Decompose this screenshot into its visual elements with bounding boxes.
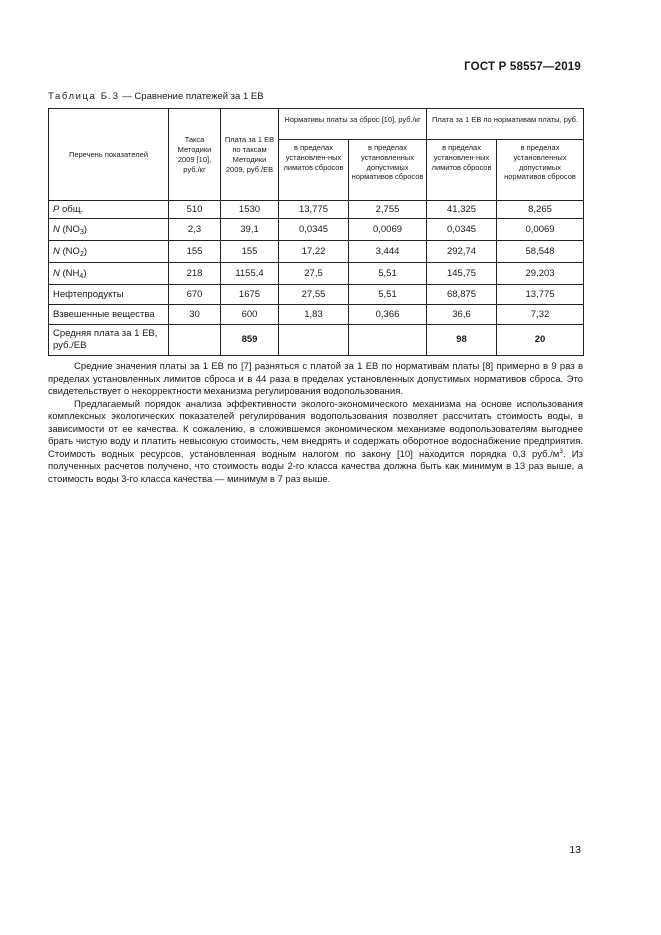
row-name-text: (NO [59, 245, 80, 257]
cell-norm-limits: 27,5 [279, 263, 349, 285]
table-caption-text: — Сравнение платежей за 1 ЕВ [119, 91, 264, 102]
paragraph-1: Средние значения платы за 1 ЕВ по [7] разняться с платой за 1 ЕВ по нормативам платы [8] примерно в 9 раз в пределах установленных лимитов сброса и в 44 раза в пределах установленных допустимых нормативов сброса. Это свидетельствует о некорректности механизма регулирования водопользования. [48, 361, 583, 397]
table-caption [48, 91, 264, 102]
cell-pay-limits: 145,75 [427, 263, 497, 285]
table-row [49, 263, 584, 285]
cell-norm-limits: 0,0345 [279, 219, 349, 241]
cell-fee: 155 [221, 241, 279, 263]
table-row [49, 201, 584, 219]
row-name-tail: ) [83, 267, 87, 279]
cell-norm-permissible: 0,0069 [349, 219, 427, 241]
summary-row [49, 325, 584, 356]
cell-pay-limits: 41,325 [427, 201, 497, 219]
cell-norm-permissible: 0,366 [349, 305, 427, 325]
cell-pay-limits: 0,0345 [427, 219, 497, 241]
row-name-symbol: N [53, 223, 60, 235]
header-pay-permissible: в пределах установленных допустимых нормативов сбросов [497, 140, 584, 201]
table-row [49, 219, 584, 241]
row-name-subscript: 2 [79, 250, 84, 258]
cell-tax: 218 [169, 263, 221, 285]
header-indicators: Перечень показателей [49, 109, 169, 201]
cell-norm-limits: 13,775 [279, 201, 349, 219]
row-name-subscript: 3 [79, 228, 84, 236]
paragraph-2-superscript: 3 [559, 447, 563, 455]
cell-fee: 39,1 [221, 219, 279, 241]
cell-norm-permissible: 5,51 [349, 263, 427, 285]
cell-pay-permissible: 13,775 [497, 285, 584, 305]
row-name-text: (NH [59, 267, 80, 279]
row-name-symbol: P [53, 203, 60, 215]
row-name-text: общ. [59, 203, 84, 215]
cell-norm-limits: 17,22 [279, 241, 349, 263]
cell-pay-limits: 292,74 [427, 241, 497, 263]
cell-pay-permissible: 29,203 [497, 263, 584, 285]
cell-tax: 670 [169, 285, 221, 305]
cell-fee: 600 [221, 305, 279, 325]
header-pay-limits: в пределах установлен-ных лимитов сбросов [427, 140, 497, 201]
paragraph-2 [48, 399, 583, 487]
header-pay-group: Плата за 1 ЕВ по нормативам платы, руб. [427, 109, 584, 140]
cell-fee: 1530 [221, 201, 279, 219]
summary-label: Средняя плата за 1 ЕВ, руб./ЕВ [49, 325, 169, 356]
cell-fee: 1155,4 [221, 263, 279, 285]
header-norms-group: Нормативы платы за сброс [10], руб./кг [279, 109, 427, 140]
cell-norm-limits: 27,55 [279, 285, 349, 305]
cell-pay-limits: 36,6 [427, 305, 497, 325]
table-row [49, 241, 584, 263]
cell-pay-permissible: 8,265 [497, 201, 584, 219]
row-name: Взвешенные вещества [49, 305, 169, 325]
cell-norm-permissible: 3,444 [349, 241, 427, 263]
standard-designation: ГОСТ Р 58557—2019 [464, 61, 581, 73]
cell-norm-limits: 1,83 [279, 305, 349, 325]
cell-pay-permissible: 58,548 [497, 241, 584, 263]
row-name-subscript: 4 [79, 272, 84, 280]
cell-tax: 155 [169, 241, 221, 263]
row-name-symbol: N [53, 245, 60, 257]
header-fee: Плата за 1 ЕВ по таксам Методики 2009, руб./ЕВ [221, 109, 279, 201]
cell-pay-permissible: 0,0069 [497, 219, 584, 241]
table-row [49, 305, 584, 325]
cell-tax: 510 [169, 201, 221, 219]
cell-tax: 2,3 [169, 219, 221, 241]
cell-tax: 30 [169, 305, 221, 325]
cell-fee: 1675 [221, 285, 279, 305]
table-header-row [49, 109, 584, 140]
row-name [49, 201, 169, 219]
row-name-symbol: N [53, 267, 60, 279]
paragraph-2-part-a: Предлагаемый порядок анализа эффективности эколого-экономического механизма на основе использования комплексных экологических показателей регулирования водопользования позволяет рассчитать стоимость воды, в зависимости от ее качества. К сожалению, в сложившемся экономическом механизме водопользователям выгоднее брать чистую воду и платить невысокую стоимость, чем внедрять и содержать оборотное водоснабжение предприятия. Стоимость водных ресурсов, установленная водным налогом по закону [10] находится порядка 0,3 руб./м [48, 398, 583, 460]
row-name: Нефтепродукты [49, 285, 169, 305]
cell-norm-permissible: 5,51 [349, 285, 427, 305]
summary-cell-norm-limits [279, 325, 349, 356]
paragraph-2-part-b: . Из полученных расчетов получено, что стоимость воды 2-го класса качества должна быть как минимум в 13 раз выше, а стоимость воды 3-го класса качества — минимум в 7 раз выше. [48, 448, 583, 485]
body-text [48, 361, 583, 486]
header-norm-limits: в пределах установлен-ных лимитов сбросов [279, 140, 349, 201]
summary-cell-norm-permissible [349, 325, 427, 356]
table-caption-label: Таблица Б.3 [48, 91, 120, 102]
payment-comparison-table [48, 108, 584, 356]
summary-cell-fee: 859 [221, 325, 279, 356]
row-name [49, 241, 169, 263]
row-name [49, 263, 169, 285]
row-name-tail: ) [83, 223, 88, 235]
header-tax: Такса Методики 2009 [10], руб./кг [169, 109, 221, 201]
header-norm-permissible: в пределах установленных допустимых нормативов сбросов [349, 140, 427, 201]
summary-cell-tax [169, 325, 221, 356]
row-name-text: (NO [59, 223, 80, 235]
page-number: 13 [569, 844, 581, 856]
table-row [49, 285, 584, 305]
cell-pay-permissible: 7,32 [497, 305, 584, 325]
cell-norm-permissible: 2,755 [349, 201, 427, 219]
summary-cell-pay-permissible: 20 [497, 325, 584, 356]
row-name-tail: ) [83, 245, 88, 257]
row-name [49, 219, 169, 241]
summary-cell-pay-limits: 98 [427, 325, 497, 356]
cell-pay-limits: 68,875 [427, 285, 497, 305]
